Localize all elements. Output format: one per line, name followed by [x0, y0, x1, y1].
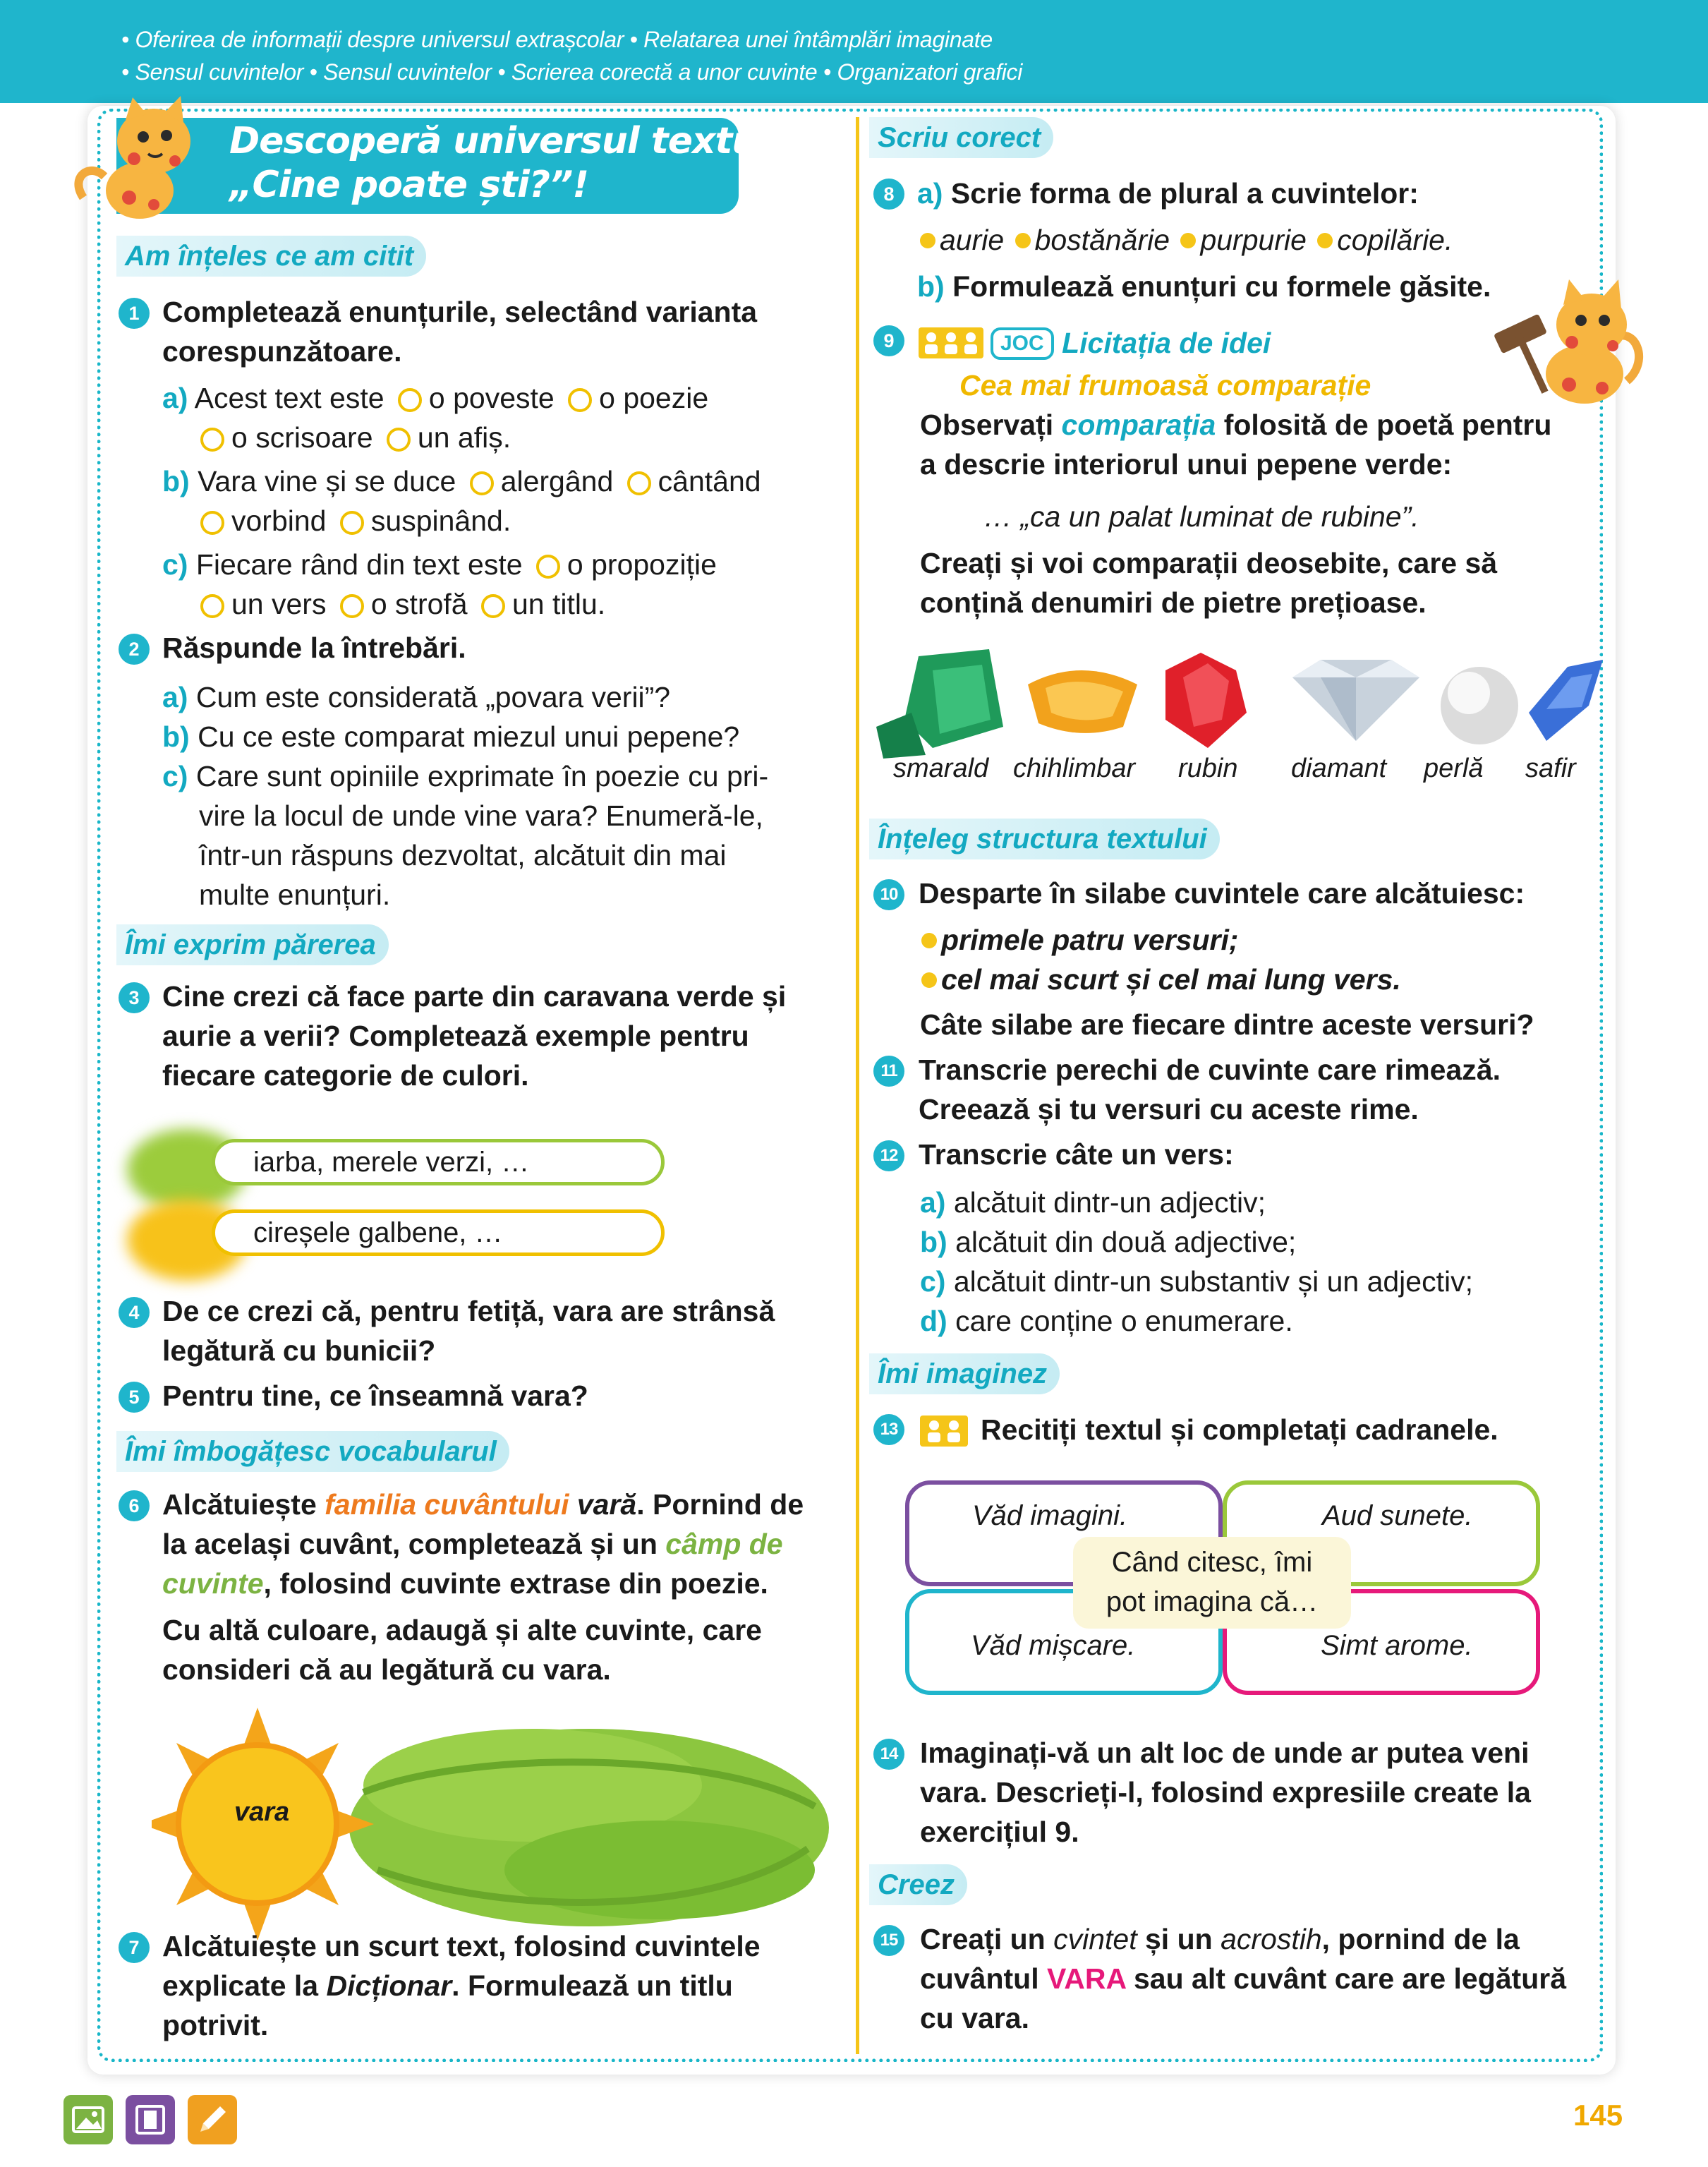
center-prompt — [1073, 1537, 1351, 1629]
exercise-number: 1 — [119, 298, 150, 329]
ex12-b: b) alcătuit din două adjective; — [920, 1226, 1297, 1258]
ex2-c-line-4: multe enunțuri. — [199, 879, 391, 911]
quadrant-label: Văd mișcare. — [971, 1630, 1136, 1661]
quadrant-label: Aud sunete. — [1322, 1500, 1473, 1531]
ex8-b: b) Formulează enunțuri cu formele găsite. — [917, 270, 1491, 303]
gem-label: chihlimbar — [1013, 754, 1136, 783]
answer-circle[interactable] — [200, 511, 224, 535]
ex12-c: c) alcătuit dintr-un substantiv și un adjectiv; — [920, 1265, 1473, 1298]
ex1-a-line-2: o scrisoare un afiș. — [195, 418, 511, 457]
amber-icon — [1028, 670, 1137, 733]
sapphire-icon — [1529, 660, 1603, 741]
exercise-number: 3 — [119, 982, 150, 1013]
ex8-a: a) Scrie forma de plural a cuvintelor: — [917, 177, 1419, 210]
section-heading-imagine: Îmi imaginez — [869, 1353, 1060, 1394]
ex15-line-2: cuvântul VARA sau alt cuvânt care are legătură — [920, 1962, 1567, 1995]
section-heading-vocabulary: Îmi îmbogățesc vocabularul — [116, 1431, 509, 1472]
video-icon[interactable] — [126, 2095, 175, 2144]
sun-label: vara — [234, 1797, 290, 1827]
ex1-instruction-line-2: corespunzătoare. — [162, 335, 402, 368]
ex10-item-1: primele patru versuri; — [919, 920, 1239, 960]
answer-circle[interactable] — [481, 594, 505, 618]
ex14-line-1: Imaginați-vă un alt loc de unde ar putea veni — [920, 1737, 1530, 1769]
ex6-line-5: consideri că au legătură cu vara. — [162, 1653, 611, 1686]
exercise-number: 5 — [119, 1382, 150, 1413]
ex12-instruction: Transcrie câte un vers: — [919, 1138, 1234, 1171]
ex12-a: a) alcătuit dintr-un adjectiv; — [920, 1186, 1266, 1219]
section-heading-structure: Înțeleg structura textului — [869, 819, 1220, 859]
ex3-instruction-line-3: fiecare categorie de culori. — [162, 1059, 529, 1092]
section-heading-spelling: Scriu corect — [869, 117, 1053, 158]
answer-circle[interactable] — [340, 511, 364, 535]
column-divider — [856, 117, 859, 2054]
ex9-quote: … „ca un palat luminat de rubine”. — [983, 500, 1419, 533]
game-tag: JOC — [991, 327, 1054, 360]
exercise-number: 14 — [873, 1739, 904, 1770]
answer-circle[interactable] — [470, 471, 494, 495]
ex10-question: Câte silabe are fiecare dintre aceste versuri? — [920, 1008, 1534, 1041]
ex11-line-2: Creează și tu versuri cu aceste rime. — [919, 1093, 1419, 1125]
diamond-icon — [1292, 660, 1419, 741]
exercise-number: 11 — [873, 1056, 904, 1087]
ex2-c-line-2: vire la locul de unde vine vara? Enumeră-le, — [199, 799, 763, 832]
ex6-line-2: la același cuvânt, completează și un câmp de — [162, 1528, 783, 1560]
answer-circle[interactable] — [398, 388, 422, 412]
ex7-line-2: explicate la Dicționar. Formulează un titlu — [162, 1969, 733, 2002]
ex15-line-3: cu vara. — [920, 2002, 1029, 2034]
exercise-number: 10 — [873, 879, 904, 910]
cat-mascot-icon — [62, 92, 231, 226]
ex8-word-list: aurie bostănărie purpurie copilărie. — [917, 220, 1453, 260]
green-box-text: iarba, merele verzi, … — [253, 1147, 530, 1178]
quadrant-label: Văd imagini. — [972, 1500, 1128, 1531]
gem-label: perlă — [1424, 754, 1484, 783]
exercise-number: 15 — [873, 1925, 904, 1956]
exercise-number: 2 — [119, 634, 150, 665]
ex1-c-line-1: c) Fiecare rând din text este o propoziție — [162, 548, 717, 581]
banner-title-line-1: Descoperă universul textului — [229, 120, 807, 162]
ex9-line-2: a descrie interiorul unui pepene verde: — [920, 448, 1453, 481]
section-heading-understood: Am înțeles ce am citit — [116, 236, 426, 277]
gem-label: safir — [1525, 754, 1576, 783]
ex1-b-line-1: b) Vara vine și se duce alergând cântând — [162, 465, 761, 497]
ex4-instruction-line-2: legătură cu bunicii? — [162, 1334, 436, 1367]
pair-work-icon — [920, 1416, 968, 1447]
exercise-number: 8 — [873, 179, 904, 210]
ex9-line-1: Observați comparația folosită de poetă pentru — [920, 409, 1552, 441]
ex6-line-4: Cu altă culoare, adaugă și alte cuvinte, care — [162, 1614, 762, 1646]
ex9-title: Licitația de idei — [1062, 327, 1271, 359]
yellow-box-text: cireșele galbene, … — [253, 1217, 503, 1248]
cat-with-gavel-icon — [1486, 275, 1655, 409]
answer-circle[interactable] — [627, 471, 651, 495]
ex1-b-line-2: vorbind suspinând. — [195, 501, 511, 541]
header-objectives-line-1: • Oferirea de informații despre universul extrașcolar • Relatarea unei întâmplări imaginate — [121, 27, 993, 52]
ex4-instruction-line-1: De ce crezi că, pentru fetiță, vara are strânsă — [162, 1295, 775, 1327]
ruby-icon — [1165, 653, 1247, 748]
gem-label: smarald — [893, 754, 989, 783]
ex2-c-line-1: c) Care sunt opiniile exprimate în poezie cu pri- — [162, 760, 769, 792]
banner-title-line-2: „Cine poate ști?”! — [229, 164, 589, 206]
ex15-line-1: Creați un cvintet și un acrostih, pornind de la — [920, 1923, 1520, 1955]
ex14-line-3: exercițiul 9. — [920, 1816, 1079, 1848]
ex2-c-line-3: într-un răspuns dezvoltat, alcătuit din mai — [199, 839, 727, 871]
ex5-instruction: Pentru tine, ce înseamnă vara? — [162, 1380, 588, 1412]
ex11-line-1: Transcrie perechi de cuvinte care rimează. — [919, 1054, 1501, 1086]
ex9-subtitle: Cea mai frumoasă comparație — [959, 369, 1371, 402]
ex12-d: d) care conține o enumerare. — [920, 1305, 1293, 1337]
gem-label: diamant — [1291, 754, 1387, 783]
ex1-instruction-line-1: Completează enunțurile, selectând varianta — [162, 296, 758, 328]
ex9-line-3: Creați și voi comparații deosebite, care să — [920, 547, 1498, 579]
section-heading-create: Creez — [869, 1864, 967, 1905]
answer-circle[interactable] — [340, 594, 364, 618]
ex7-line-3: potrivit. — [162, 2009, 269, 2041]
center-prompt-line-2: pot imagina că… — [1106, 1586, 1319, 1617]
ex10-instruction: Desparte în silabe cuvintele care alcătuiesc: — [919, 877, 1525, 910]
yellow-category-box[interactable] — [212, 1209, 665, 1256]
green-scribble-area — [349, 1729, 829, 1926]
ex2-b: b) Cu ce este comparat miezul unui pepene? — [162, 720, 740, 753]
exercise-number: 6 — [119, 1490, 150, 1521]
pearl-icon — [1441, 667, 1518, 744]
ex2-a: a) Cum este considerată „povara verii”? — [162, 681, 671, 713]
ex2-instruction: Răspunde la întrebări. — [162, 632, 466, 664]
image-icon[interactable] — [63, 2095, 113, 2144]
ex9-header — [991, 323, 1271, 363]
answer-circle[interactable] — [200, 428, 224, 452]
ex3-instruction-line-1: Cine crezi că face parte din caravana verde și — [162, 980, 787, 1013]
ex1-a-line-1: a) Acest text este o poveste o poezie — [162, 382, 709, 414]
ex10-item-2: cel mai scurt și cel mai lung vers. — [919, 960, 1401, 999]
ex3-instruction-line-2: aurie a verii? Completează exemple pentru — [162, 1020, 749, 1052]
answer-circle[interactable] — [387, 428, 411, 452]
ex9-line-4: conțină denumiri de pietre prețioase. — [920, 586, 1427, 619]
green-category-box[interactable] — [212, 1139, 665, 1185]
gemstones-row — [869, 642, 1603, 762]
pencil-icon[interactable] — [188, 2095, 237, 2144]
answer-circle[interactable] — [568, 388, 592, 412]
header-objectives-line-2: • Sensul cuvintelor • Sensul cuvintelor • Scrierea corectă a unor cuvinte • Organizatori grafici — [121, 59, 1023, 85]
exercise-number: 9 — [873, 325, 904, 356]
emerald-icon — [876, 649, 1003, 759]
answer-circle[interactable] — [536, 555, 560, 579]
exercise-number: 7 — [119, 1932, 150, 1963]
section-heading-opinion: Îmi exprim părerea — [116, 924, 389, 965]
exercise-number: 12 — [873, 1140, 904, 1171]
ex6-line-3: cuvinte, folosind cuvinte extrase din poezie. — [162, 1567, 768, 1600]
center-prompt-line-1: Când citesc, îmi — [1111, 1547, 1313, 1578]
ex7-line-1: Alcătuiește un scurt text, folosind cuvintele — [162, 1930, 761, 1962]
gem-label: rubin — [1178, 754, 1238, 783]
ex1-c-line-2: un vers o strofă un titlu. — [195, 584, 605, 624]
exercise-number: 13 — [873, 1414, 904, 1445]
quadrant-label: Simt arome. — [1321, 1630, 1473, 1661]
ex6-line-1: Alcătuiește familia cuvântului vară. Pornind de — [162, 1488, 804, 1521]
page-number: 145 — [1573, 2099, 1623, 2132]
group-work-icon — [919, 327, 983, 358]
ex14-line-2: vara. Descrieți-l, folosind expresiile create la — [920, 1776, 1531, 1809]
exercise-number: 4 — [119, 1297, 150, 1328]
ex13-instruction: Recitiți textul și completați cadranele. — [981, 1413, 1498, 1446]
answer-circle[interactable] — [200, 594, 224, 618]
